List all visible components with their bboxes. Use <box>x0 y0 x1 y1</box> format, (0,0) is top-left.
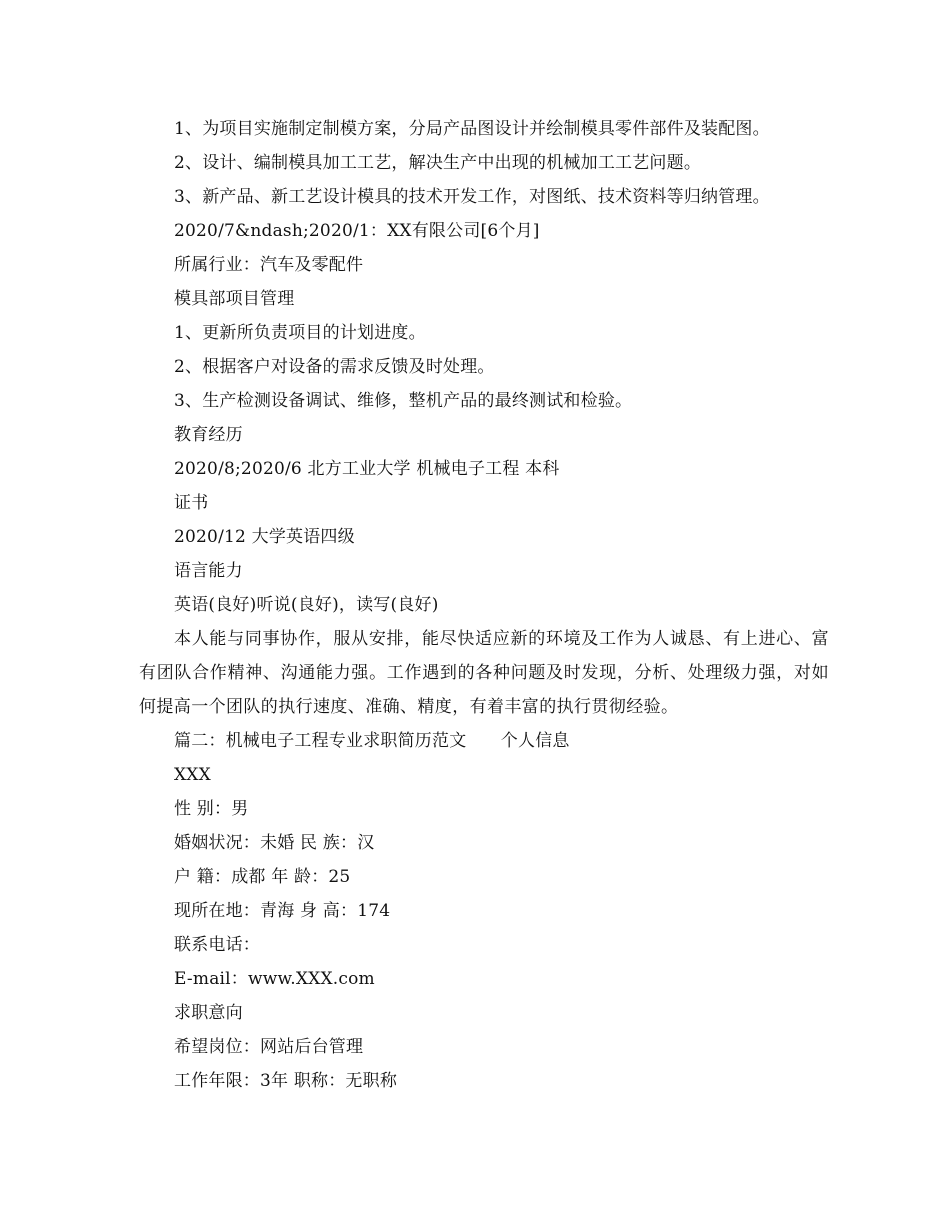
text-line: 所属行业：汽车及零配件 <box>174 255 364 275</box>
text-line: 2020/8;2020/6 北方工业大学 机械电子工程 本科 <box>174 459 560 479</box>
text-line: 婚姻状况：未婚 民 族：汉 <box>174 833 375 853</box>
text-line: 1、为项目实施制定制模方案，分局产品图设计并绘制模具零件部件及装配图。 <box>174 119 770 139</box>
text-line: 2、根据客户对设备的需求反馈及时处理。 <box>174 357 495 377</box>
text-line: 2020/12 大学英语四级 <box>174 527 355 547</box>
text-line: 2、设计、编制模具加工工艺，解决生产中出现的机械加工工艺问题。 <box>174 153 702 173</box>
self-evaluation-paragraph: 本人能与同事协作，服从安排，能尽快适应新的环境及工作为人诚恳、有上进心、富有团队合作精神、沟通能力强。工作遇到的各种问题及时发现，分析、处理级力强，对如何提高一个团队的执行速度、准确、精度，有着丰富的执行贯彻经验。 <box>139 629 829 717</box>
section-heading: 教育经历 <box>174 425 243 445</box>
text-line: 1、更新所负责项目的计划进度。 <box>174 323 426 343</box>
section-heading: 模具部项目管理 <box>174 289 295 309</box>
text-line: 3、新产品、新工艺设计模具的技术开发工作，对图纸、技术资料等归纳管理。 <box>174 187 770 207</box>
section-heading: 求职意向 <box>174 1003 243 1023</box>
text-line: XXX <box>174 765 211 785</box>
section-heading: 语言能力 <box>174 561 243 581</box>
text-line: 2020/7&ndash;2020/1：XX有限公司[6个月] <box>174 221 540 241</box>
text-line: 性 别：男 <box>174 799 249 819</box>
article-heading: 篇二：机械电子工程专业求职简历范文 个人信息 <box>174 731 570 751</box>
text-line: 户 籍：成都 年 龄：25 <box>174 867 351 887</box>
section-heading: 证书 <box>174 493 209 513</box>
text-line: 希望岗位：网站后台管理 <box>174 1037 364 1057</box>
text-line: 工作年限：3年 职称：无职称 <box>174 1071 398 1091</box>
text-line: 联系电话： <box>174 935 260 955</box>
text-line: 英语(良好)听说(良好)，读写(良好) <box>174 595 439 615</box>
document-body <box>139 112 829 1098</box>
text-line: 现所在地：青海 身 高：174 <box>174 901 391 921</box>
text-line: 3、生产检测设备调试、维修，整机产品的最终测试和检验。 <box>174 391 633 411</box>
text-line: E-mail：www.XXX.com <box>174 969 375 989</box>
